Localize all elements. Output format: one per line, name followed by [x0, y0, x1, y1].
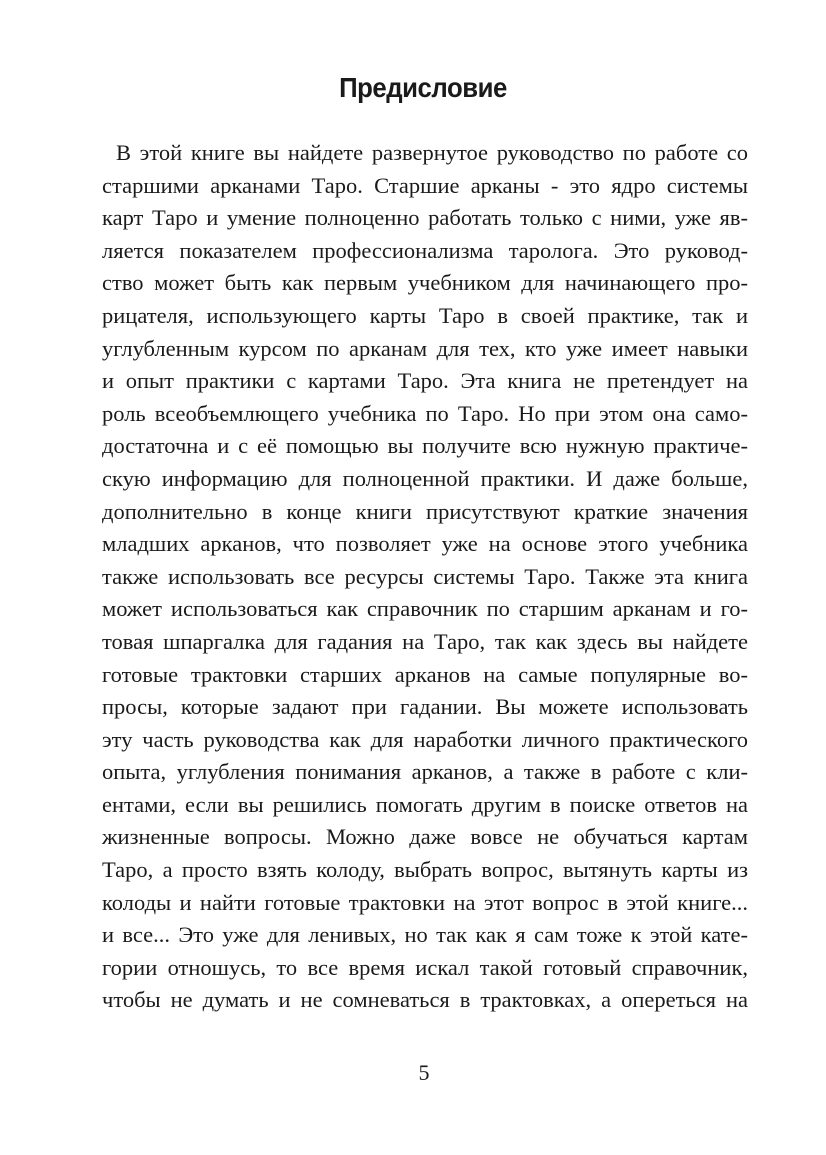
text-line: и все... Это уже для ленивых, но так как я сам тоже к этой кате- [102, 922, 748, 948]
text-line: карт Таро и умение полноценно работать только с ними, уже яв- [102, 205, 748, 231]
text-line: дополнительно в конце книги присутствуют краткие значения [102, 498, 748, 524]
text-line: гории отношусь, то все время искал такой готовый справочник, [102, 954, 748, 980]
text-line: младших арканов, что позволяет уже на основе этого учебника [102, 531, 748, 557]
text-line: ляется показателем профессионализма таролога. Это руковод- [102, 237, 748, 263]
text-line: скую информацию для полноценной практики. И даже больше, [102, 465, 748, 491]
text-line: чтобы не думать и не сомневаться в трактовках, а опереться на [102, 987, 748, 1013]
text-line: колоды и найти готовые трактовки на этот вопрос в этой книге... [102, 889, 748, 915]
text-line: Таро, а просто взять колоду, выбрать вопрос, вытянуть карты из [102, 857, 748, 883]
text-line: эту часть руководства как для наработки личного практического [102, 726, 748, 752]
body-paragraph [102, 137, 748, 1017]
text-line: готовые трактовки старших арканов на самые популярные во- [102, 661, 748, 687]
text-line: старшими арканами Таро. Старшие арканы - это ядро системы [102, 172, 748, 198]
text-line: жизненные вопросы. Можно даже вовсе не обучаться картам [102, 824, 748, 850]
text-line: ентами, если вы решились помогать другим в поиске ответов на [102, 791, 748, 817]
text-line: и опыт практики с картами Таро. Эта книга не претендует на [102, 368, 748, 394]
text-line: товая шпаргалка для гадания на Таро, так как здесь вы найдете [102, 628, 748, 654]
page-title: Предисловие [339, 72, 507, 103]
text-line: опыта, углубления понимания арканов, а также в работе с кли- [102, 759, 748, 785]
text-line: также использовать все ресурсы системы Таро. Также эта книга [102, 563, 748, 589]
text-line: роль всеобъемлющего учебника по Таро. Но при этом она само- [102, 400, 748, 426]
text-line: В этой книге вы найдете развернутое руководство по работе со [116, 140, 748, 165]
text-line: достаточна и с её помощью вы получите всю нужную практиче- [102, 433, 748, 459]
text-line: углубленным курсом по арканам для тех, кто уже имеет навыки [102, 335, 748, 361]
text-line: ство может быть как первым учебником для начинающего про- [102, 270, 748, 296]
text-line: рицателя, использующего карты Таро в своей практике, так и [102, 302, 748, 328]
text-line: может использоваться как справочник по старшим арканам и го- [102, 596, 748, 622]
page-number: 5 [418, 1060, 430, 1085]
text-line: просы, которые задают при гадании. Вы можете использовать [102, 694, 748, 720]
